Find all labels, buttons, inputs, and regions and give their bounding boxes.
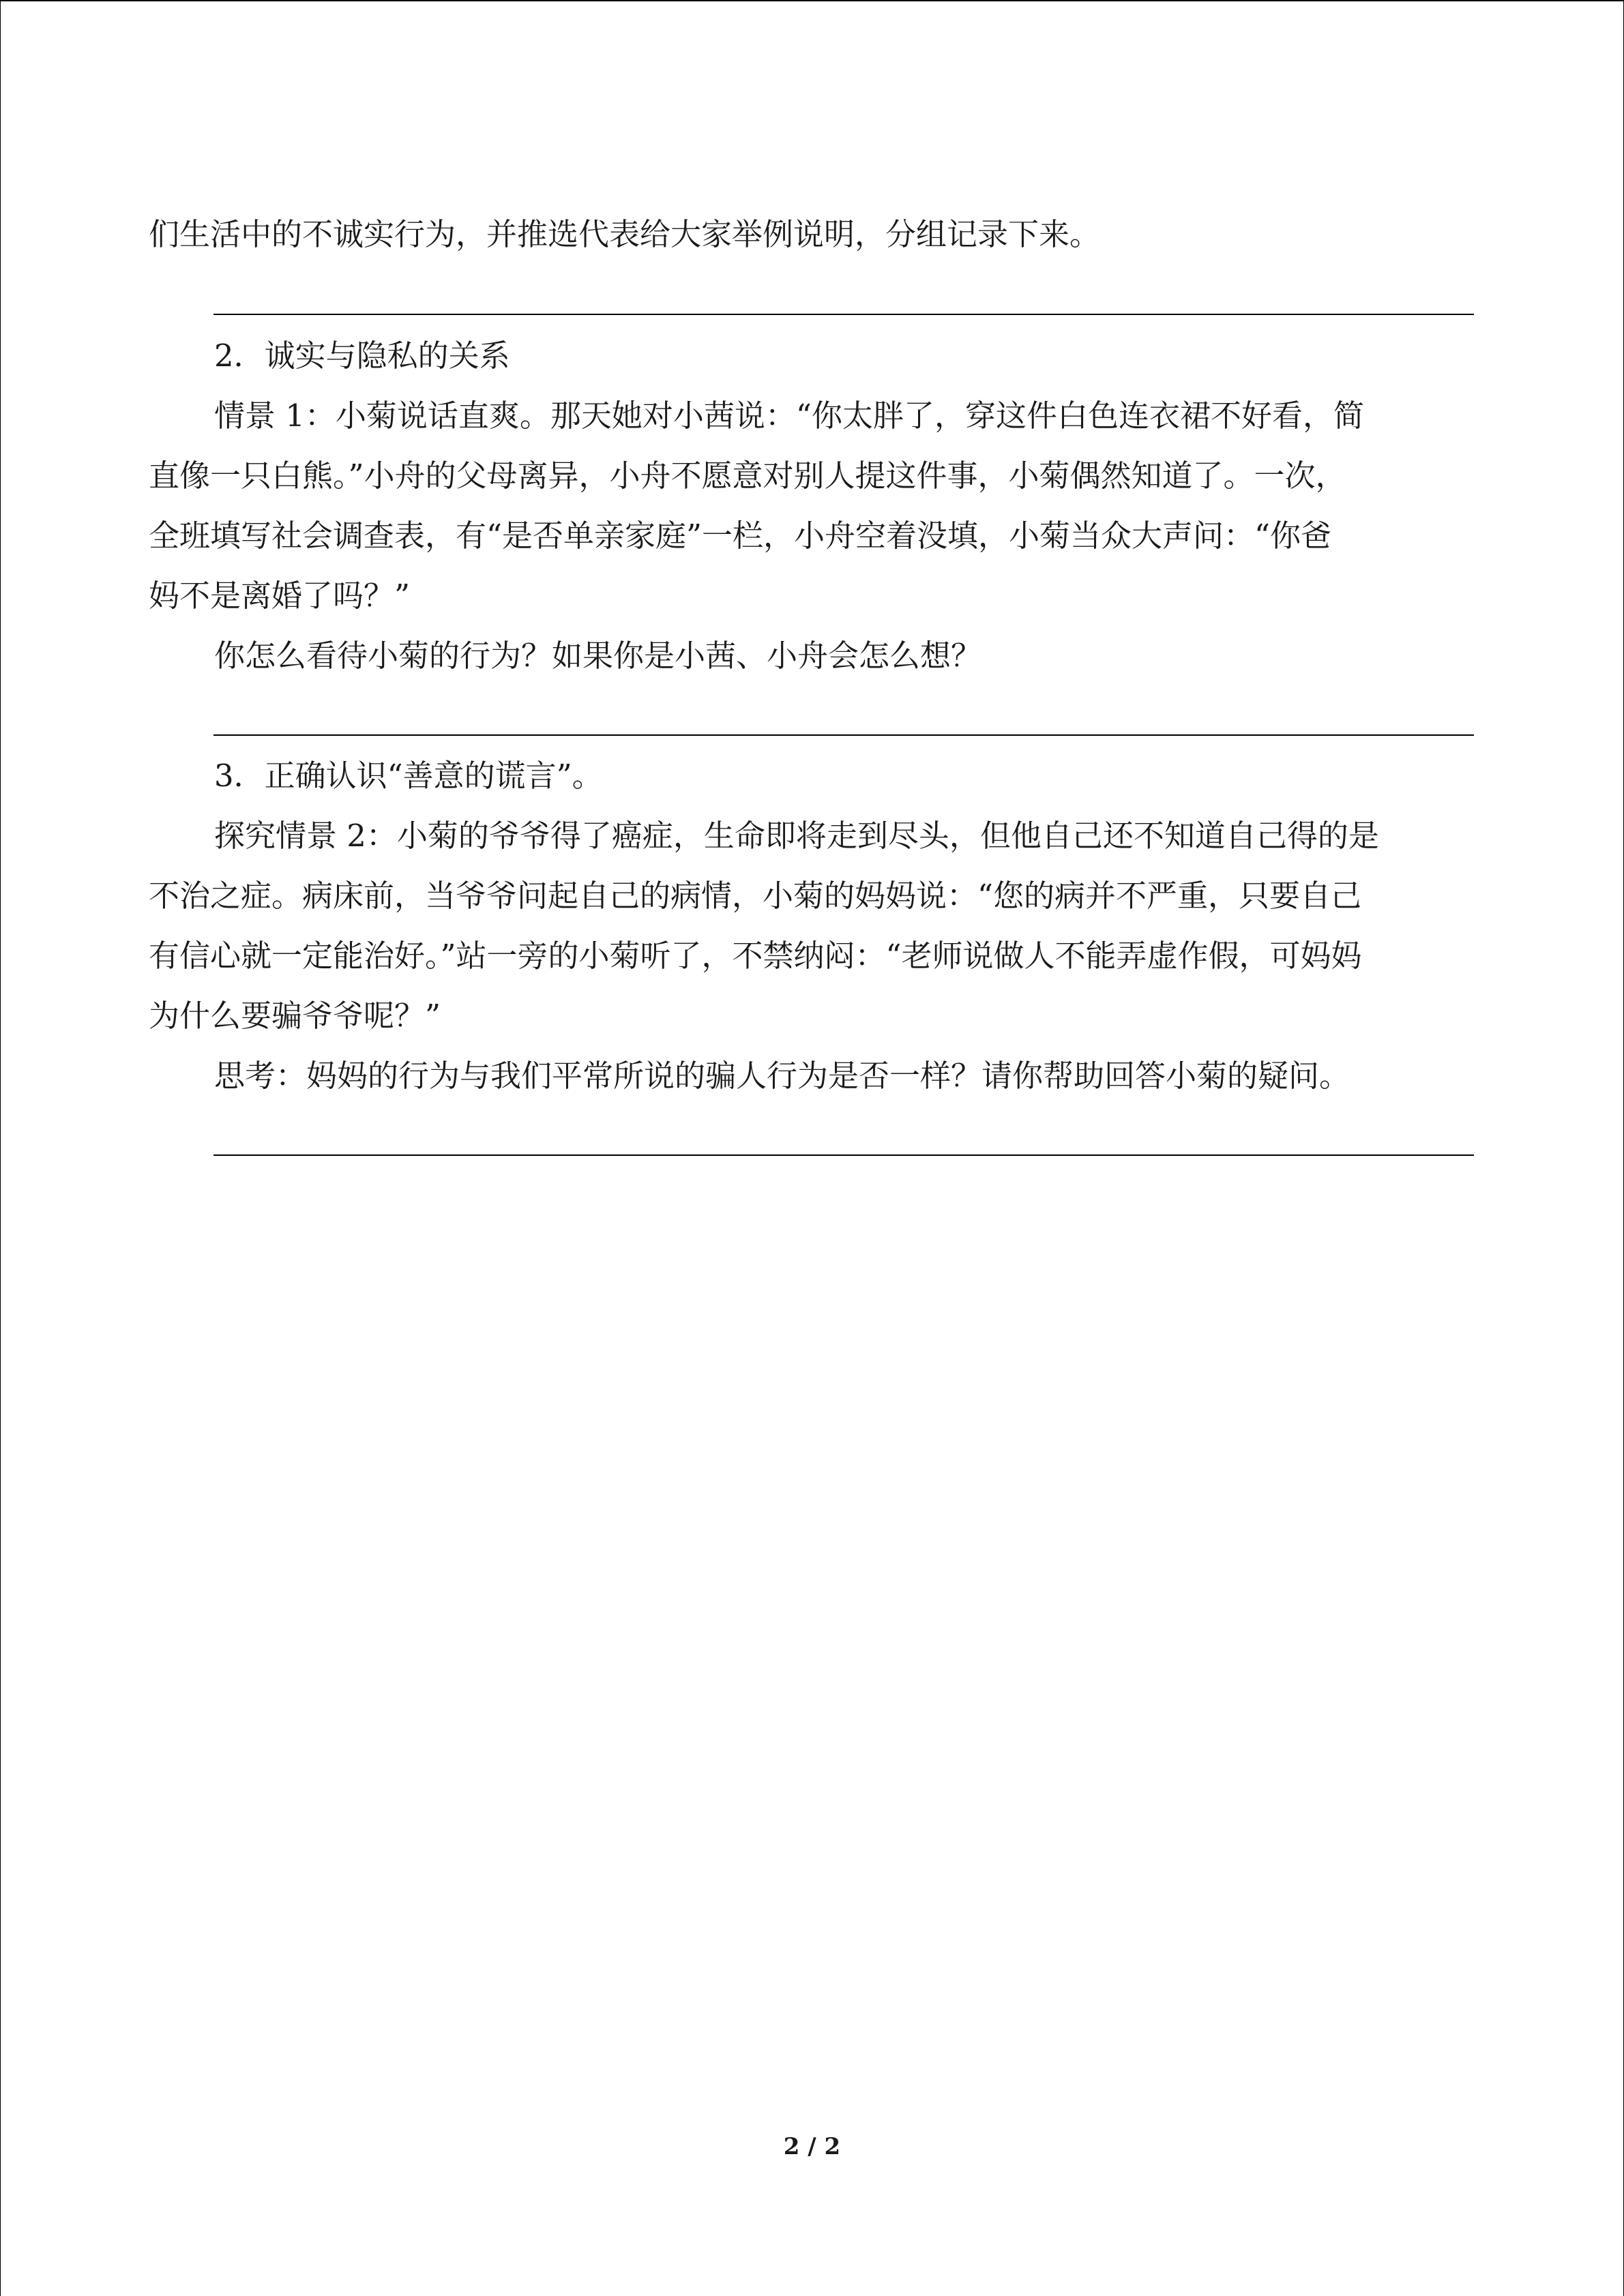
section-3-scenario-line: 不治之症。病床前，当爷爷问起自己的病情，小菊的妈妈说：“您的病并不严重，只要自己 [149,878,1362,914]
section-3 [149,746,1475,1106]
intro-text: 们生活中的不诚实行为，并推选代表给大家举例说明，分组记录下来。 [149,216,1101,252]
section-2-question: 你怎么看待小菊的行为？如果你是小茜、小舟会怎么想？ [214,638,982,674]
section-2-scenario-line: 妈不是离婚了吗？” [149,578,411,614]
answer-line-3 [213,1154,1474,1156]
answer-line-1 [213,314,1474,315]
section-3-question: 思考：妈妈的行为与我们平常所说的骗人行为是否一样？请你帮助回答小菊的疑问。 [214,1058,1350,1094]
section-3-scenario-line: 探究情景 2：小菊的爷爷得了癌症，生命即将走到尽头，但他自己还不知道自己得的是 [214,818,1379,854]
section-3-heading: 3．正确认识“善意的谎言”。 [214,758,603,794]
section-2-heading: 2．诚实与隐私的关系 [214,338,510,374]
section-2-scenario-line: 全班填写社会调查表，有“是否单亲家庭”一栏，小舟空着没填，小菊当众大声问：“你爸 [149,518,1332,554]
section-2 [149,326,1475,686]
section-3-scenario-line: 有信心就一定能治好。”站一旁的小菊听了，不禁纳闷：“老师说做人不能弄虚作假，可妈妈 [149,938,1362,974]
section-2-scenario-line: 直像一只白熊。”小舟的父母离异，小舟不愿意对别人提这件事，小菊偶然知道了。一次， [149,458,1346,494]
answer-line-2 [213,734,1474,736]
page-number: 2 / 2 [783,2133,841,2160]
intro-block [149,205,1475,265]
section-3-scenario-line: 为什么要骗爷爷呢？” [149,998,441,1034]
section-2-scenario-line: 情景 1：小菊说话直爽。那天她对小茜说：“你太胖了，穿这件白色连衣裙不好看，简 [214,398,1364,434]
